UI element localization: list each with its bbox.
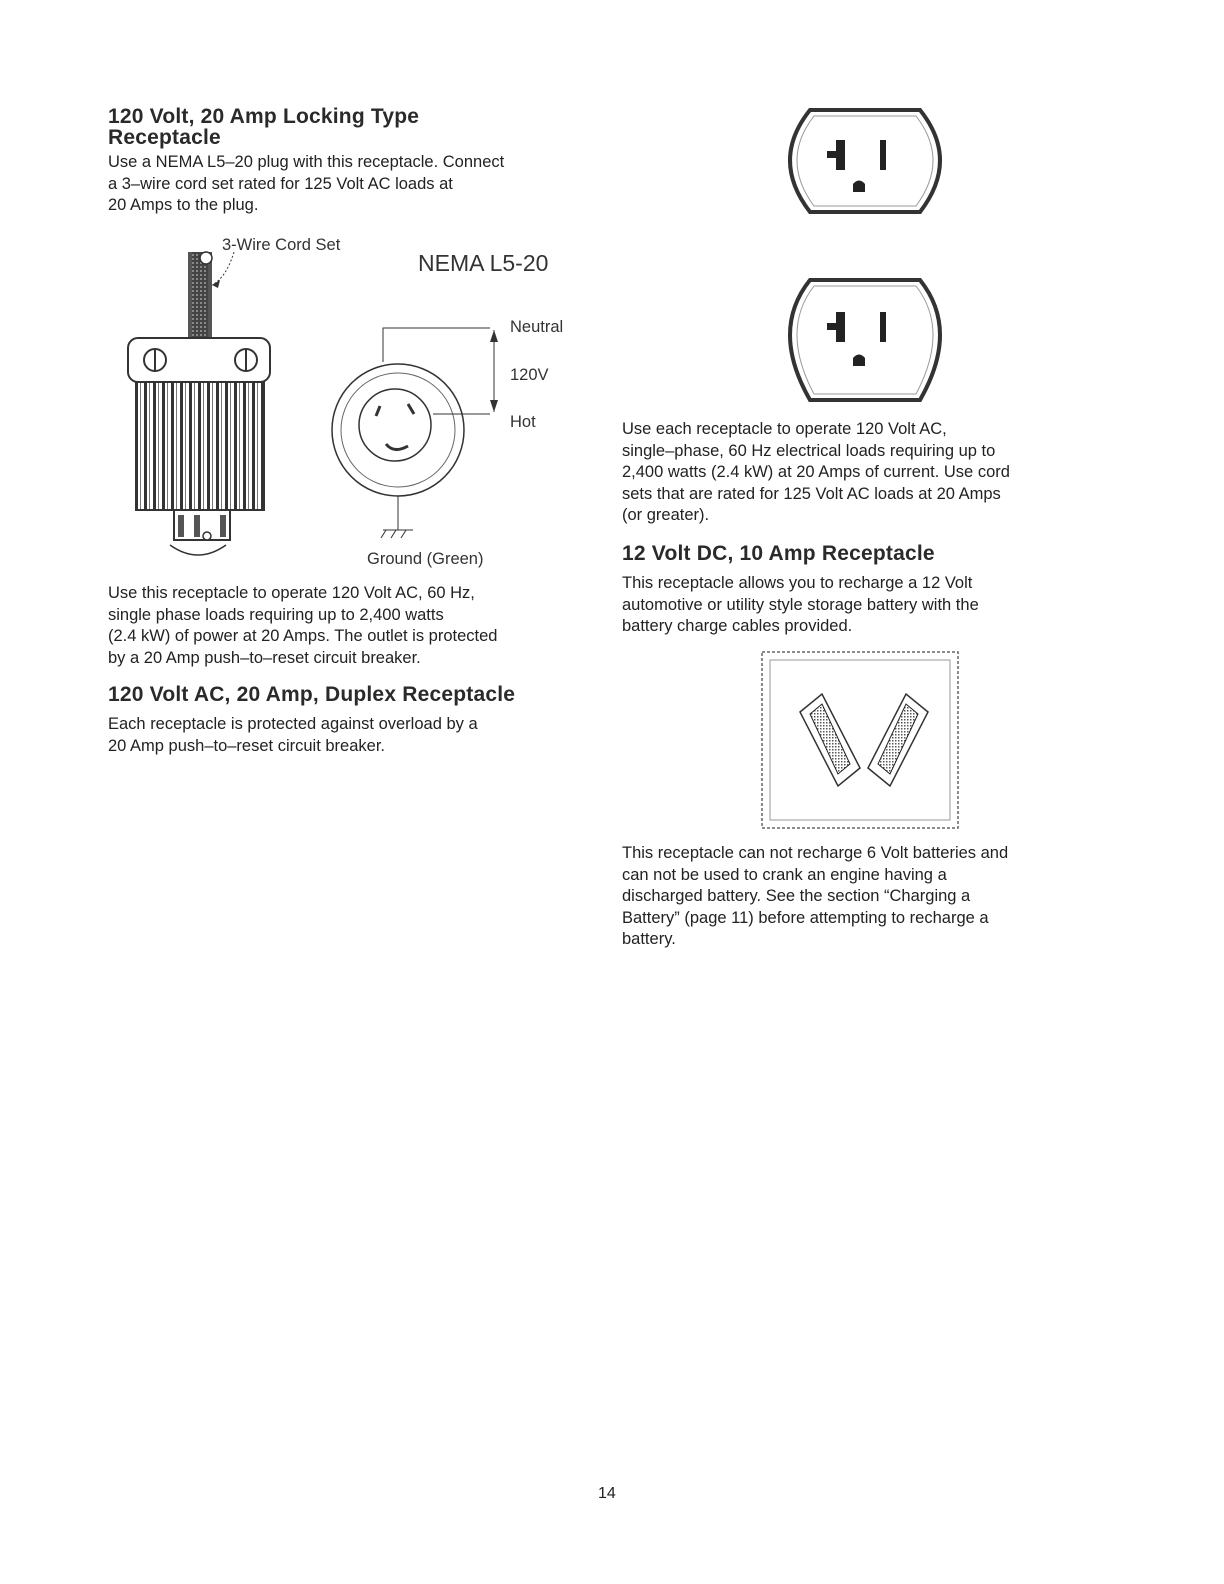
- duplex-section: [108, 684, 598, 757]
- dc-note-line: can not be used to crank an engine having a: [622, 865, 947, 884]
- dc-note-line: Battery” (page 11) before attempting to recharge a: [622, 908, 989, 927]
- duplex-receptacle-figure: [770, 100, 960, 418]
- locking-body-line: single phase loads requiring up to 2,400 watts: [108, 605, 444, 624]
- duplex-body-line: Each receptacle is protected against overload by a: [108, 715, 478, 733]
- nema-l5-20-figure: [108, 230, 598, 575]
- duplex-title: 120 Volt AC, 20 Amp, Duplex Receptacle: [108, 683, 516, 706]
- duplex-body-line: 20 Amp push–to–reset circuit breaker.: [108, 736, 385, 755]
- dc-body-line: This receptacle allows you to recharge a 12 Volt: [622, 574, 973, 592]
- dc-note-line: battery.: [622, 930, 676, 948]
- locking-receptacle-icon: [332, 328, 498, 538]
- dc-section: [622, 543, 1102, 638]
- cord-icon: [188, 252, 212, 337]
- duplex-usage-line: Use each receptacle to operate 120 Volt AC,: [622, 420, 947, 438]
- duplex-usage-line: 2,400 watts (2.4 kW) at 20 Amps of current. Use cord: [622, 463, 1010, 481]
- hot-label: Hot: [510, 413, 536, 431]
- locking-body-line: Use this receptacle to operate 120 Volt AC, 60 Hz,: [108, 584, 475, 602]
- duplex-usage: [622, 419, 1102, 527]
- cord-set-label: 3-Wire Cord Set: [222, 236, 341, 254]
- nema-label: NEMA L5-20: [418, 250, 549, 276]
- locking-title-line1: 120 Volt, 20 Amp Locking Type: [108, 105, 420, 128]
- dc-note-line: discharged battery. See the section “Charging a: [622, 887, 971, 905]
- locking-intro-line: a 3–wire cord set rated for 125 Volt AC loads at: [108, 174, 453, 193]
- dc-body-line: automotive or utility style storage battery with the: [622, 595, 979, 614]
- duplex-usage-line: single–phase, 60 Hz electrical loads requiring up to: [622, 441, 996, 460]
- duplex-outlet-drawing: [770, 100, 960, 418]
- locking-receptacle-section: [108, 106, 598, 217]
- voltage-label: 120V: [510, 366, 549, 384]
- dc-title: 12 Volt DC, 10 Amp Receptacle: [622, 542, 935, 565]
- dc-receptacle-figure: [760, 650, 960, 830]
- locking-plug-diagram: [108, 230, 598, 575]
- locking-body-line: (2.4 kW) of power at 20 Amps. The outlet is protected: [108, 627, 498, 645]
- locking-intro-line: 20 Amps to the plug.: [108, 196, 259, 214]
- dc-note-line: This receptacle can not recharge 6 Volt batteries and: [622, 844, 1009, 862]
- locking-intro: [108, 152, 598, 217]
- neutral-label: Neutral: [510, 318, 564, 336]
- locking-body: [108, 583, 598, 669]
- page-number: 14: [598, 1485, 616, 1502]
- locking-body-line: by a 20 Amp push–to–reset circuit breaker.: [108, 648, 421, 667]
- dc-note: [622, 843, 1102, 951]
- dc-outlet-drawing: [760, 650, 960, 830]
- locking-title-line2: Receptacle: [108, 126, 221, 149]
- ground-label: Ground (Green): [367, 550, 484, 568]
- duplex-usage-line: sets that are rated for 125 Volt AC loads at 20 Amps: [622, 484, 1001, 503]
- outlet-upper-icon: [790, 110, 940, 212]
- plug-body-icon: [128, 338, 270, 555]
- dc-body-line: battery charge cables provided.: [622, 617, 853, 635]
- duplex-usage-line: (or greater).: [622, 506, 710, 524]
- locking-intro-line: Use a NEMA L5–20 plug with this receptacle. Connect: [108, 153, 505, 171]
- outlet-lower-icon: [790, 280, 940, 400]
